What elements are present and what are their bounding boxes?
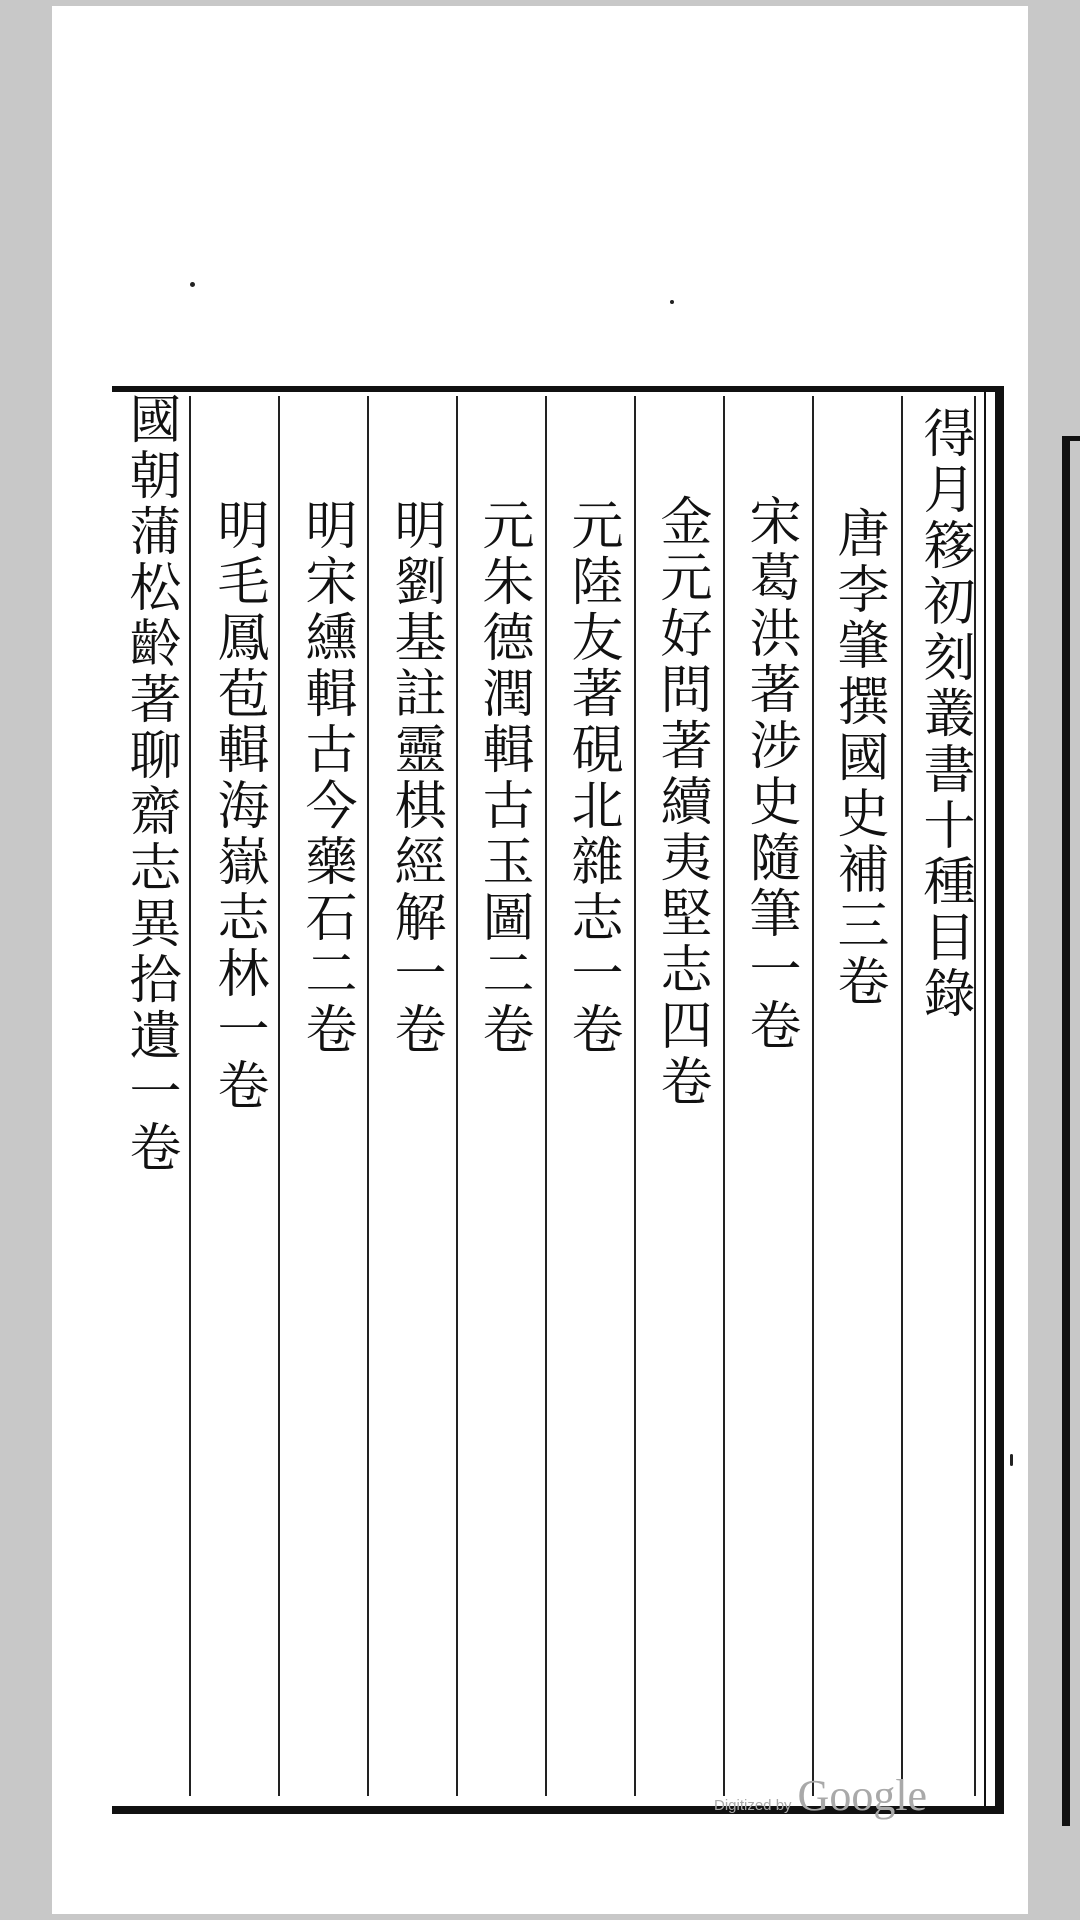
entry-mao-fengbao-haiyue-zhilin: 明毛鳳苞輯海嶽志林一卷 (208, 498, 268, 1114)
entry-song-xun-gujin-yaoshi: 明宋纁輯古今藥石二卷 (296, 498, 356, 1058)
digitized-by-google-watermark (714, 1770, 927, 1821)
ink-speck (1010, 1454, 1013, 1466)
entry-liu-ji-lingqijing: 明劉基註靈棋經解一卷 (385, 498, 445, 1058)
adjacent-page-edge-cap (1062, 436, 1080, 441)
ink-speck (670, 300, 674, 304)
google-logo: Google (797, 1771, 928, 1820)
entry-li-zhao-guoshibu: 唐李肇撰國史補三卷 (828, 506, 888, 1010)
entry-ge-hong-sheshi-suibi: 宋葛洪著涉史隨筆一卷 (740, 494, 800, 1054)
frame-top-rule (112, 386, 1004, 392)
table-of-contents-frame (112, 386, 1004, 1814)
ink-speck (190, 282, 195, 287)
entry-yuan-haowen-yijianzhi: 金元好問著續夷堅志四卷 (651, 494, 711, 1110)
catalog-title: 得月簃初刻叢書十種目錄 (914, 406, 974, 1022)
entry-zhu-derun-guyutu: 元朱德潤輯古玉圖二卷 (473, 498, 533, 1058)
book-page (52, 6, 1028, 1914)
entry-lu-you-yanbei-zazhi: 元陸友著硯北雜志一卷 (562, 498, 622, 1058)
entry-pu-songling-liaozhai: 國朝蒲松齡著聊齋志異拾遺一卷 (120, 392, 180, 1176)
adjacent-page-edge (1062, 436, 1070, 1826)
frame-right-rule (995, 386, 1004, 1814)
watermark-prefix: Digitized by (714, 1797, 792, 1814)
